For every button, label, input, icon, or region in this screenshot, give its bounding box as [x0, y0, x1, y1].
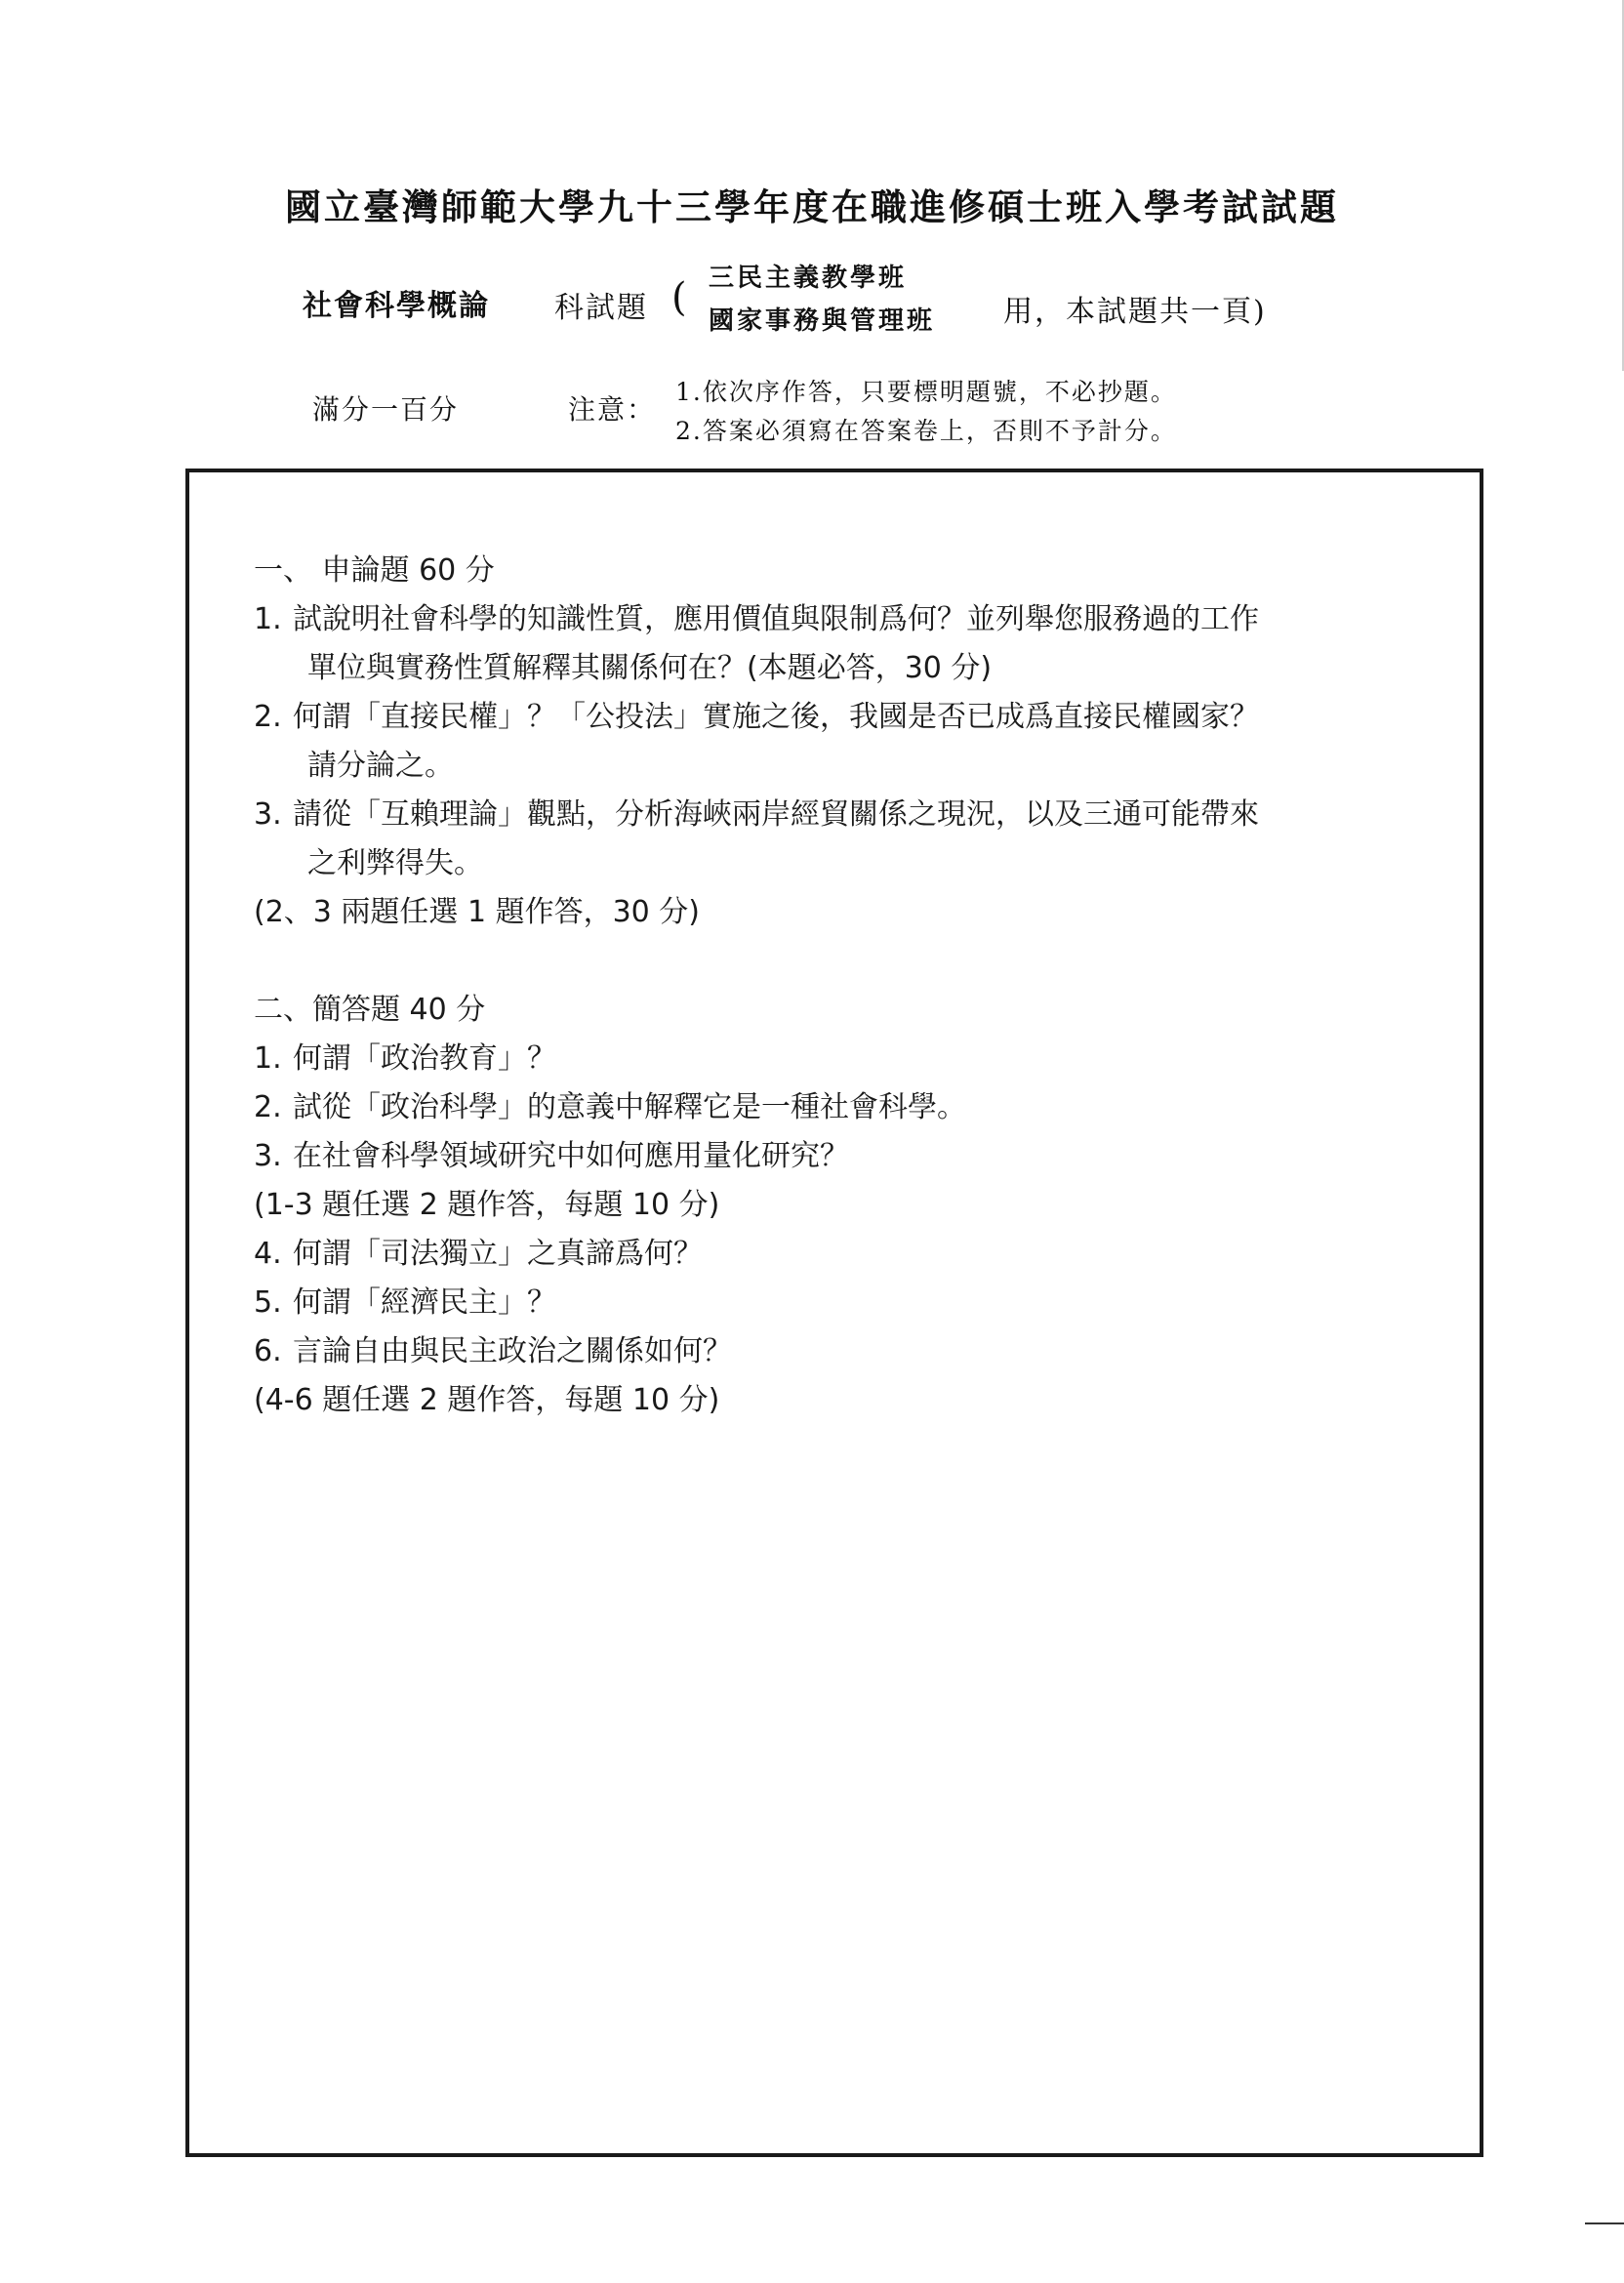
- question-text: 何謂「經濟民主」？: [293, 1285, 556, 1320]
- question-item: [254, 1230, 1425, 1279]
- notice-item-2: 2.答案必須寫在答案卷上，否則不予計分。: [675, 417, 1177, 445]
- usage-note: 用，本試題共一頁): [1003, 295, 1267, 329]
- subject-suffix: 科試題: [554, 291, 648, 325]
- question-item: [254, 1327, 1425, 1376]
- section2-note-2: (4-6 題任選 2 題作答，每題 10 分): [254, 1383, 720, 1417]
- full-score: 滿分一百分: [312, 393, 460, 426]
- question-number: 1.: [254, 602, 282, 636]
- question-content: [254, 547, 1425, 1425]
- question-text: 何謂「司法獨立」之真諦爲何？: [293, 1237, 703, 1271]
- question-number: 2.: [254, 700, 282, 734]
- question-item: [254, 1132, 1425, 1181]
- notice-label: 注意：: [568, 393, 657, 426]
- section2-note-1: (1-3 題任選 2 題作答，每題 10 分): [254, 1188, 720, 1222]
- subject-name: 社會科學概論: [303, 289, 490, 323]
- question-item: [254, 1035, 1425, 1083]
- section2-heading: 二、簡答題 40 分: [254, 993, 486, 1027]
- question-item: [254, 791, 1425, 839]
- question-text-continued: 之利弊得失。: [307, 846, 483, 880]
- question-number: 4.: [254, 1237, 282, 1271]
- question-item: [254, 1279, 1425, 1327]
- question-number: 2.: [254, 1090, 282, 1124]
- question-item: [254, 1083, 1425, 1132]
- notice-item-1: 1.依次序作答，只要標明題號，不必抄題。: [675, 378, 1177, 406]
- scan-corner-mark: [1585, 2222, 1624, 2224]
- question-number: 3.: [254, 797, 282, 832]
- paren-open: (: [671, 275, 687, 320]
- class-name-1: 三民主義教學班: [709, 264, 908, 293]
- question-number: 3.: [254, 1139, 282, 1173]
- question-item: [254, 693, 1425, 742]
- section1-heading: 一、 申論題 60 分: [254, 553, 495, 588]
- question-number: 5.: [254, 1285, 282, 1320]
- question-text: 何謂「政治教育」？: [293, 1041, 556, 1076]
- question-text-continued: 單位與實務性質解釋其關係何在？(本題必答，30 分): [307, 651, 993, 685]
- question-item: [254, 595, 1425, 644]
- question-number: 1.: [254, 1041, 282, 1076]
- question-text: 試從「政治科學」的意義中解釋它是一種社會科學。: [293, 1090, 966, 1124]
- section1-note: (2、3 兩題任選 1 題作答，30 分): [254, 895, 700, 929]
- class-name-2: 國家事務與管理班: [709, 306, 936, 336]
- question-number: 6.: [254, 1334, 282, 1368]
- exam-title: 國立臺灣師範大學九十三學年度在職進修碩士班入學考試試題: [285, 185, 1339, 228]
- question-text: 試說明社會科學的知識性質，應用價值與限制爲何？並列舉您服務過的工作: [293, 602, 1259, 636]
- question-text: 在社會科學領域研究中如何應用量化研究？: [293, 1139, 849, 1173]
- question-text-continued: 請分論之。: [307, 749, 454, 783]
- question-text: 言論自由與民主政治之關係如何？: [293, 1334, 732, 1368]
- question-text: 請從「互賴理論」觀點，分析海峽兩岸經貿關係之現況，以及三通可能帶來: [293, 797, 1259, 832]
- question-text: 何謂「直接民權」？「公投法」實施之後，我國是否已成爲直接民權國家？: [293, 700, 1259, 734]
